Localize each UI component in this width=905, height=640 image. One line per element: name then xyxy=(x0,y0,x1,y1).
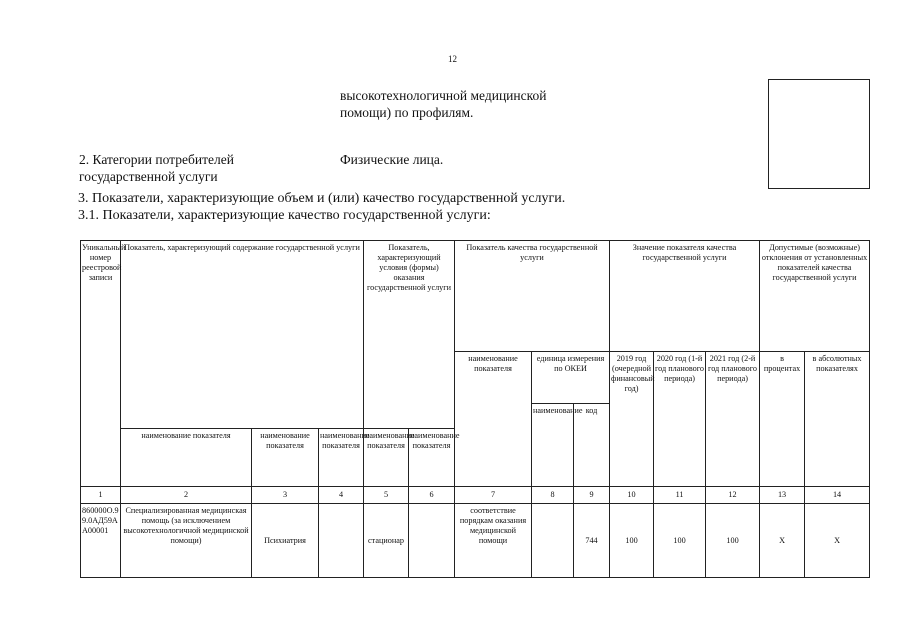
header-col3-name: наименование показателя xyxy=(252,429,319,487)
service-name-line1: высокотехнологичной медицинской xyxy=(340,88,547,103)
cell-deviation-percent: Х xyxy=(760,504,805,578)
cell-col6 xyxy=(409,504,455,578)
cell-value-2020: 100 xyxy=(654,504,706,578)
cell-value-2021: 100 xyxy=(706,504,760,578)
col-number: 11 xyxy=(654,487,706,504)
header-year-2020: 2020 год (1-й год планового периода) xyxy=(654,352,706,487)
col-number: 3 xyxy=(252,487,319,504)
header-okei-unit: единица измерения по ОКЕИ xyxy=(532,352,610,404)
cell-okei-name xyxy=(532,504,574,578)
cell-indicator-name: соответствие порядкам оказания медицинской помощи xyxy=(455,504,532,578)
cell-okei-code: 744 xyxy=(574,504,610,578)
consumers-label-line1: 2. Категории потребителей xyxy=(79,152,234,167)
consumers-label-line2: государственной услуги xyxy=(79,169,218,184)
header-col4-name: наименование показателя xyxy=(319,429,364,487)
col-number: 13 xyxy=(760,487,805,504)
header-okei-code: код xyxy=(574,404,610,487)
header-unique-number: Уникальный номер реестровой записи xyxy=(81,241,121,487)
col-number: 4 xyxy=(319,487,364,504)
col-number: 14 xyxy=(805,487,870,504)
col-number: 5 xyxy=(364,487,409,504)
col-number: 1 xyxy=(81,487,121,504)
cell-service-content: Специализированная медицинская помощь (за исключением высокотехнологичной медицинской помощи) xyxy=(121,504,252,578)
section-3-1-heading: 3.1. Показатели, характеризующие качество государственной услуги: xyxy=(78,208,491,223)
header-col6-name: наименование показателя xyxy=(409,429,455,487)
section-3-heading: 3. Показатели, характеризующие объем и (или) качество государственной услуги. xyxy=(78,191,566,206)
cell-col4 xyxy=(319,504,364,578)
header-service-conditions: Показатель, характеризующий условия (формы) оказания государственной услуги xyxy=(364,241,455,429)
cell-condition: стационар xyxy=(364,504,409,578)
consumers-value: Физические лица. xyxy=(340,152,444,167)
quality-indicators-table xyxy=(80,240,870,578)
table-row xyxy=(81,504,870,578)
cell-deviation-absolute: Х xyxy=(805,504,870,578)
header-indicator-value: Значение показателя качества государственной услуги xyxy=(610,241,760,352)
col-number: 10 xyxy=(610,487,654,504)
header-okei-name: наименование xyxy=(532,404,574,487)
col-number: 9 xyxy=(574,487,610,504)
col-number: 2 xyxy=(121,487,252,504)
col-number: 8 xyxy=(532,487,574,504)
header-service-content: Показатель, характеризующий содержание государственной услуги xyxy=(121,241,364,429)
header-year-2019: 2019 год (очередной финансовый год) xyxy=(610,352,654,487)
cell-profile: Психиатрия xyxy=(252,504,319,578)
col-number: 6 xyxy=(409,487,455,504)
service-name-line2: помощи) по профилям. xyxy=(340,105,474,120)
header-indicator-name: наименование показателя xyxy=(455,352,532,487)
col-number: 7 xyxy=(455,487,532,504)
cell-value-2019: 100 xyxy=(610,504,654,578)
col-number: 12 xyxy=(706,487,760,504)
header-deviation-absolute: в абсолютных показателях xyxy=(805,352,870,487)
header-quality-indicator: Показатель качества государственной услуги xyxy=(455,241,610,352)
header-allowed-deviation: Допустимые (возможные) отклонения от установленных показателей качества государственной услуги xyxy=(760,241,870,352)
cell-unique-number: 860000О.99.0АД59АА00001 xyxy=(81,504,121,578)
column-number-row xyxy=(81,487,870,504)
header-col5-name: наименование показателя xyxy=(364,429,409,487)
empty-code-box xyxy=(768,79,870,189)
page-number: 12 xyxy=(448,54,457,64)
header-year-2021: 2021 год (2-й год планового периода) xyxy=(706,352,760,487)
header-deviation-percent: в процентах xyxy=(760,352,805,487)
header-col2-name: наименование показателя xyxy=(121,429,252,487)
